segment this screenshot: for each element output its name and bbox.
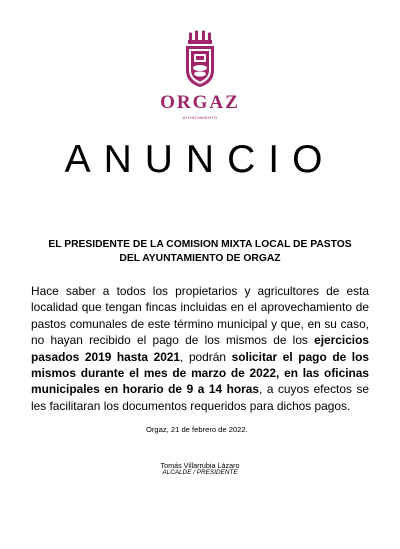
body-bold-segment: ejercicios pasados 2019 hasta 2021 xyxy=(31,333,369,364)
logo-subtitle: AYUNTAMIENTO xyxy=(182,115,218,120)
announcement-body xyxy=(31,283,369,414)
body-text-segment: Hace saber a todos los propietarios y agricultores de esta localidad que tengan fincas incluidas en el aprovechamiento de pastos comunales de este término municipal y que, en su caso, no hayan recibido el pago de los mismos de los xyxy=(31,284,369,348)
body-bold-segment: solicitar el pago de los mismos durante el mes de marzo de 2022, en las oficinas municipales en horario de 9 a 14 horas xyxy=(31,349,369,397)
heading-line-2: DEL AYUNTAMIENTO DE ORGAZ xyxy=(119,253,281,264)
orgaz-coat-of-arms-icon xyxy=(180,30,220,88)
page-title: ANUNCIO xyxy=(64,138,336,181)
body-text-segment: , podrán xyxy=(180,349,232,364)
announcement-heading xyxy=(30,238,370,266)
logo-name: ORGAZ xyxy=(160,92,240,113)
signatory-name: Tomás Villarrubia Lázaro xyxy=(160,461,240,470)
signatory-role: ALCALDE / PRESIDENTE xyxy=(162,469,238,476)
body-text-segment: , a cuyos efectos se les facilitaran los documentos requeridos para dichos pagos. xyxy=(31,382,369,413)
announcement-date: Orgaz, 21 de febrero de 2022. xyxy=(146,425,248,434)
heading-line-1: EL PRESIDENTE DE LA COMISION MIXTA LOCAL DE PASTOS xyxy=(48,239,352,250)
